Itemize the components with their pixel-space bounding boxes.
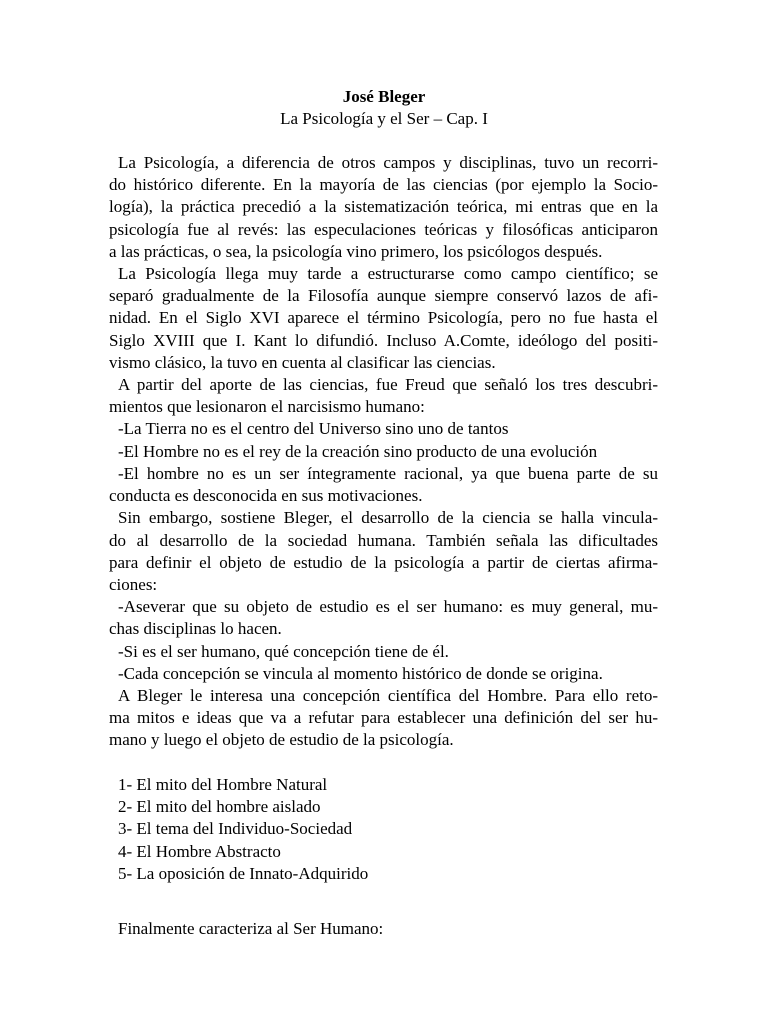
list-item: 4- El Hombre Abstracto xyxy=(118,842,281,861)
body-line: separó gradualmente de la Filosofía aunque siempre conservó lazos de afi- xyxy=(109,286,658,305)
body-line: -El hombre no es un ser íntegramente racional, ya que buena parte de su xyxy=(118,464,658,483)
body-line: Sin embargo, sostiene Bleger, el desarrollo de la ciencia se halla vincula- xyxy=(118,508,658,527)
body-line: logía), la práctica precedió a la sistematización teórica, mi entras que en la xyxy=(109,197,658,216)
body-line: mano y luego el objeto de estudio de la psicología. xyxy=(109,730,454,749)
body-line: do al desarrollo de la sociedad humana. También señala las dificultades xyxy=(109,531,658,550)
body-line: do histórico diferente. En la mayoría de las ciencias (por ejemplo la Socio- xyxy=(109,175,658,194)
body-line: Siglo XVIII que I. Kant lo difundió. Incluso A.Comte, ideólogo del positi- xyxy=(109,331,658,350)
body-line: ciones: xyxy=(109,575,158,594)
body-line: -La Tierra no es el centro del Universo sino uno de tantos xyxy=(118,419,509,438)
body-line: psicología fue al revés: las especulaciones teóricas y filosóficas anticiparon xyxy=(109,220,658,239)
body-line: La Psicología, a diferencia de otros campos y disciplinas, tuvo un recorri- xyxy=(118,153,658,172)
closing-line: Finalmente caracteriza al Ser Humano: xyxy=(118,919,384,938)
body-line: para definir el objeto de estudio de la psicología a partir de ciertas afirma- xyxy=(109,553,658,572)
body-line: ma mitos e ideas que va a refutar para establecer una definición del ser hu- xyxy=(109,708,658,727)
body-line: A partir del aporte de las ciencias, fue Freud que señaló los tres descubri- xyxy=(118,375,658,394)
body-line: vismo clásico, la tuvo en cuenta al clasificar las ciencias. xyxy=(109,353,496,372)
list-item: 3- El tema del Individuo-Sociedad xyxy=(118,819,353,838)
list-item: 1- El mito del Hombre Natural xyxy=(118,775,328,794)
body-line: nidad. En el Siglo XVI aparece el término Psicología, pero no fue hasta el xyxy=(109,308,658,327)
body-line: A Bleger le interesa una concepción científica del Hombre. Para ello reto- xyxy=(118,686,658,705)
body-line: conducta es desconocida en sus motivaciones. xyxy=(109,486,423,505)
author-heading: José Bleger xyxy=(342,87,426,106)
body-line: -Si es el ser humano, qué concepción tiene de él. xyxy=(118,642,449,661)
body-line: -El Hombre no es el rey de la creación sino producto de una evolución xyxy=(118,442,598,461)
list-item: 2- El mito del hombre aislado xyxy=(118,797,321,816)
body-line: chas disciplinas lo hacen. xyxy=(109,619,282,638)
body-line: a las prácticas, o sea, la psicología vino primero, los psicólogos después. xyxy=(109,242,603,261)
list-item: 5- La oposición de Innato-Adquirido xyxy=(118,864,369,883)
body-line: -Cada concepción se vincula al momento histórico de donde se origina. xyxy=(118,664,603,683)
body-line: mientos que lesionaron el narcisismo humano: xyxy=(109,397,425,416)
body-line: -Aseverar que su objeto de estudio es el ser humano: es muy general, mu- xyxy=(118,597,658,616)
body-line: La Psicología llega muy tarde a estructurarse como campo científico; se xyxy=(118,264,658,283)
chapter-subtitle: La Psicología y el Ser – Cap. I xyxy=(280,109,488,128)
